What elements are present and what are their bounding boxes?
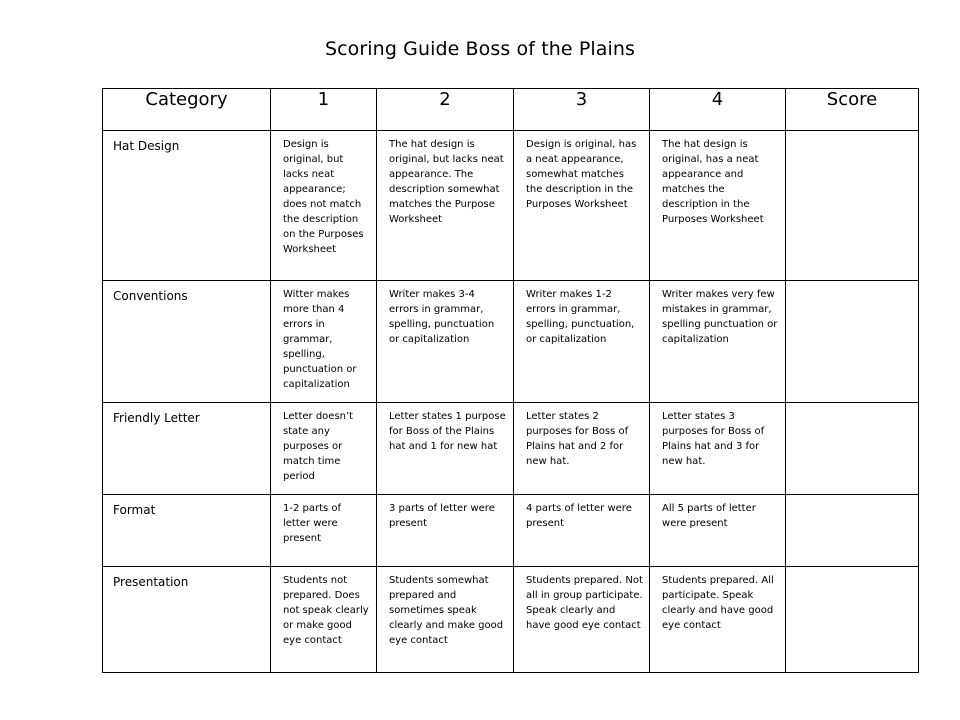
row-hat-design bbox=[103, 131, 919, 281]
level-1-description: Students not prepared. Does not speak clearly or make good eye contact bbox=[271, 567, 377, 673]
score-cell[interactable] bbox=[786, 403, 919, 495]
score-cell[interactable] bbox=[786, 131, 919, 281]
level-4-description: The hat design is original, has a neat appearance and matches the description in the Purposes Worksheet bbox=[650, 131, 786, 281]
level-3-description: 4 parts of letter were present bbox=[514, 495, 650, 567]
level-3-description: Letter states 2 purposes for Boss of Plains hat and 2 for new hat. bbox=[514, 403, 650, 495]
level-3-description: Students prepared. Not all in group participate. Speak clearly and have good eye contact bbox=[514, 567, 650, 673]
level-2-description: Letter states 1 purpose for Boss of the Plains hat and 1 for new hat bbox=[377, 403, 514, 495]
level-4-description: Letter states 3 purposes for Boss of Plains hat and 3 for new hat. bbox=[650, 403, 786, 495]
row-format bbox=[103, 495, 919, 567]
score-cell[interactable] bbox=[786, 567, 919, 673]
category-cell: Conventions bbox=[103, 281, 271, 403]
header-level-1: 1 bbox=[271, 89, 377, 131]
row-presentation bbox=[103, 567, 919, 673]
category-cell: Hat Design bbox=[103, 131, 271, 281]
scoring-rubric-table bbox=[102, 88, 919, 673]
level-1-description: Witter makes more than 4 errors in grammar, spelling, punctuation or capitalization bbox=[271, 281, 377, 403]
header-row bbox=[103, 89, 919, 131]
level-1-description: Letter doesn’t state any purposes or match time period bbox=[271, 403, 377, 495]
header-category: Category bbox=[103, 89, 271, 131]
level-2-description: 3 parts of letter were present bbox=[377, 495, 514, 567]
level-1-description: 1-2 parts of letter were present bbox=[271, 495, 377, 567]
row-friendly-letter bbox=[103, 403, 919, 495]
level-4-description: Students prepared. All participate. Speak clearly and have good eye contact bbox=[650, 567, 786, 673]
category-cell: Presentation bbox=[103, 567, 271, 673]
level-3-description: Writer makes 1-2 errors in grammar, spelling, punctuation, or capitalization bbox=[514, 281, 650, 403]
category-cell: Format bbox=[103, 495, 271, 567]
header-level-2: 2 bbox=[377, 89, 514, 131]
score-cell[interactable] bbox=[786, 281, 919, 403]
header-level-3: 3 bbox=[514, 89, 650, 131]
level-2-description: Students somewhat prepared and sometimes speak clearly and make good eye contact bbox=[377, 567, 514, 673]
level-2-description: The hat design is original, but lacks neat appearance. The description somewhat matches the Purpose Worksheet bbox=[377, 131, 514, 281]
row-conventions bbox=[103, 281, 919, 403]
category-cell: Friendly Letter bbox=[103, 403, 271, 495]
header-score: Score bbox=[786, 89, 919, 131]
page-title: Scoring Guide Boss of the Plains bbox=[324, 38, 636, 60]
score-cell[interactable] bbox=[786, 495, 919, 567]
level-4-description: All 5 parts of letter were present bbox=[650, 495, 786, 567]
level-1-description: Design is original, but lacks neat appearance; does not match the description on the Purposes Worksheet bbox=[271, 131, 377, 281]
level-4-description: Writer makes very few mistakes in grammar, spelling punctuation or capitalization bbox=[650, 281, 786, 403]
level-3-description: Design is original, has a neat appearance, somewhat matches the description in the Purposes Worksheet bbox=[514, 131, 650, 281]
level-2-description: Writer makes 3-4 errors in grammar, spelling, punctuation or capitalization bbox=[377, 281, 514, 403]
header-level-4: 4 bbox=[650, 89, 786, 131]
